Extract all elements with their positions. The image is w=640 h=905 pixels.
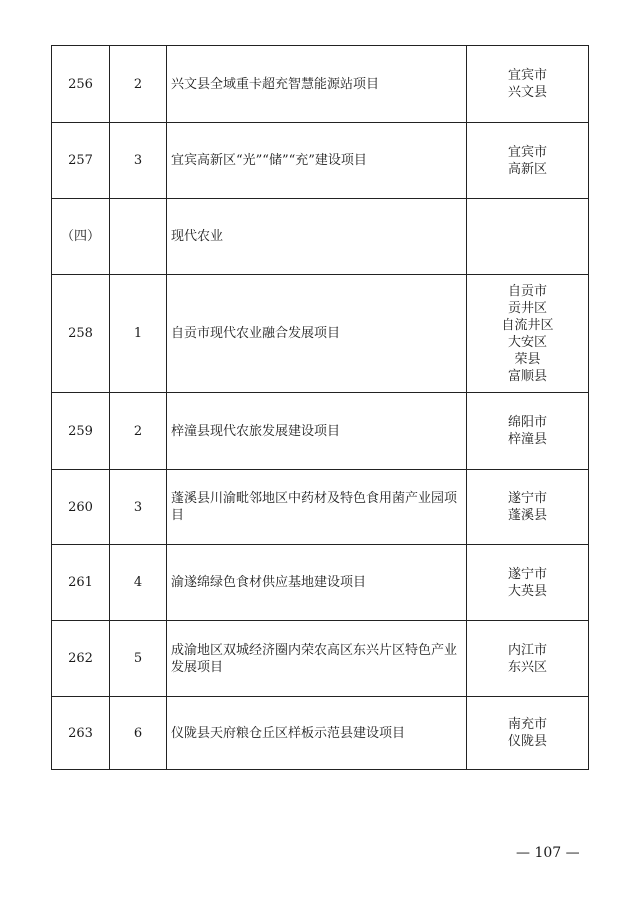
location-line: 东兴区	[507, 659, 547, 675]
location-line: 大英县	[507, 583, 547, 599]
section-number: （四）	[52, 199, 110, 275]
project-location	[467, 199, 589, 275]
row-sub-number: 2	[110, 393, 167, 470]
project-name: 兴文县全域重卡超充智慧能源站项目	[167, 46, 467, 123]
project-location	[467, 275, 589, 393]
location-line: 自贡市	[507, 283, 547, 299]
row-sub-number	[110, 199, 167, 275]
row-number: 261	[52, 545, 110, 621]
table-row	[52, 275, 589, 393]
location-line: 仪陇县	[507, 734, 547, 749]
location-line: 富顺县	[507, 368, 547, 384]
location-line: 宜宾市	[507, 68, 547, 83]
location-line: 贡井区	[507, 300, 547, 316]
row-number: 259	[52, 393, 110, 470]
row-number: 262	[52, 621, 110, 697]
table-row	[52, 621, 589, 697]
table-row	[52, 123, 589, 199]
location-line: 遂宁市	[507, 491, 547, 506]
table-row	[52, 545, 589, 621]
location-line: 兴文县	[507, 85, 547, 100]
project-name: 梓潼县现代农旅发展建设项目	[167, 393, 467, 470]
table-row	[52, 470, 589, 545]
row-sub-number: 6	[110, 697, 167, 770]
row-sub-number: 3	[110, 123, 167, 199]
location-line: 内江市	[507, 642, 547, 658]
table-row	[52, 46, 589, 123]
project-location	[467, 621, 589, 697]
location-line: 宜宾市	[507, 144, 547, 160]
location-line: 高新区	[507, 161, 547, 177]
section-title: 现代农业	[167, 199, 467, 275]
location-line: 大安区	[507, 334, 547, 350]
row-number: 256	[52, 46, 110, 123]
row-sub-number: 1	[110, 275, 167, 393]
project-name: 仪陇县天府粮仓丘区样板示范县建设项目	[167, 697, 467, 770]
row-sub-number: 5	[110, 621, 167, 697]
row-sub-number: 2	[110, 46, 167, 123]
location-line: 蓬溪县	[507, 508, 547, 523]
location-line: 梓潼县	[507, 432, 547, 447]
location-line: 绵阳市	[507, 415, 547, 430]
row-number: 257	[52, 123, 110, 199]
project-location	[467, 697, 589, 770]
section-row	[52, 199, 589, 275]
table-row	[52, 697, 589, 770]
location-line: 南充市	[507, 717, 547, 732]
project-table	[51, 45, 589, 770]
row-number: 263	[52, 697, 110, 770]
page-number: — 107 —	[516, 845, 580, 861]
project-name: 渝遂绵绿色食材供应基地建设项目	[167, 545, 467, 621]
row-number: 258	[52, 275, 110, 393]
project-location	[467, 545, 589, 621]
project-name: 成渝地区双城经济圈内荣农高区东兴片区特色产业发展项目	[167, 621, 467, 697]
row-sub-number: 3	[110, 470, 167, 545]
location-line: 遂宁市	[507, 566, 547, 582]
row-sub-number: 4	[110, 545, 167, 621]
project-name: 自贡市现代农业融合发展项目	[167, 275, 467, 393]
location-line: 荣县	[514, 351, 541, 367]
table-row	[52, 393, 589, 470]
project-name: 蓬溪县川渝毗邻地区中药材及特色食用菌产业园项目	[167, 470, 467, 545]
project-location	[467, 46, 589, 123]
project-location	[467, 123, 589, 199]
project-location	[467, 393, 589, 470]
project-name: 宜宾高新区“光”“储”“充”建设项目	[167, 123, 467, 199]
location-line: 自流井区	[501, 317, 554, 333]
project-location	[467, 470, 589, 545]
row-number: 260	[52, 470, 110, 545]
